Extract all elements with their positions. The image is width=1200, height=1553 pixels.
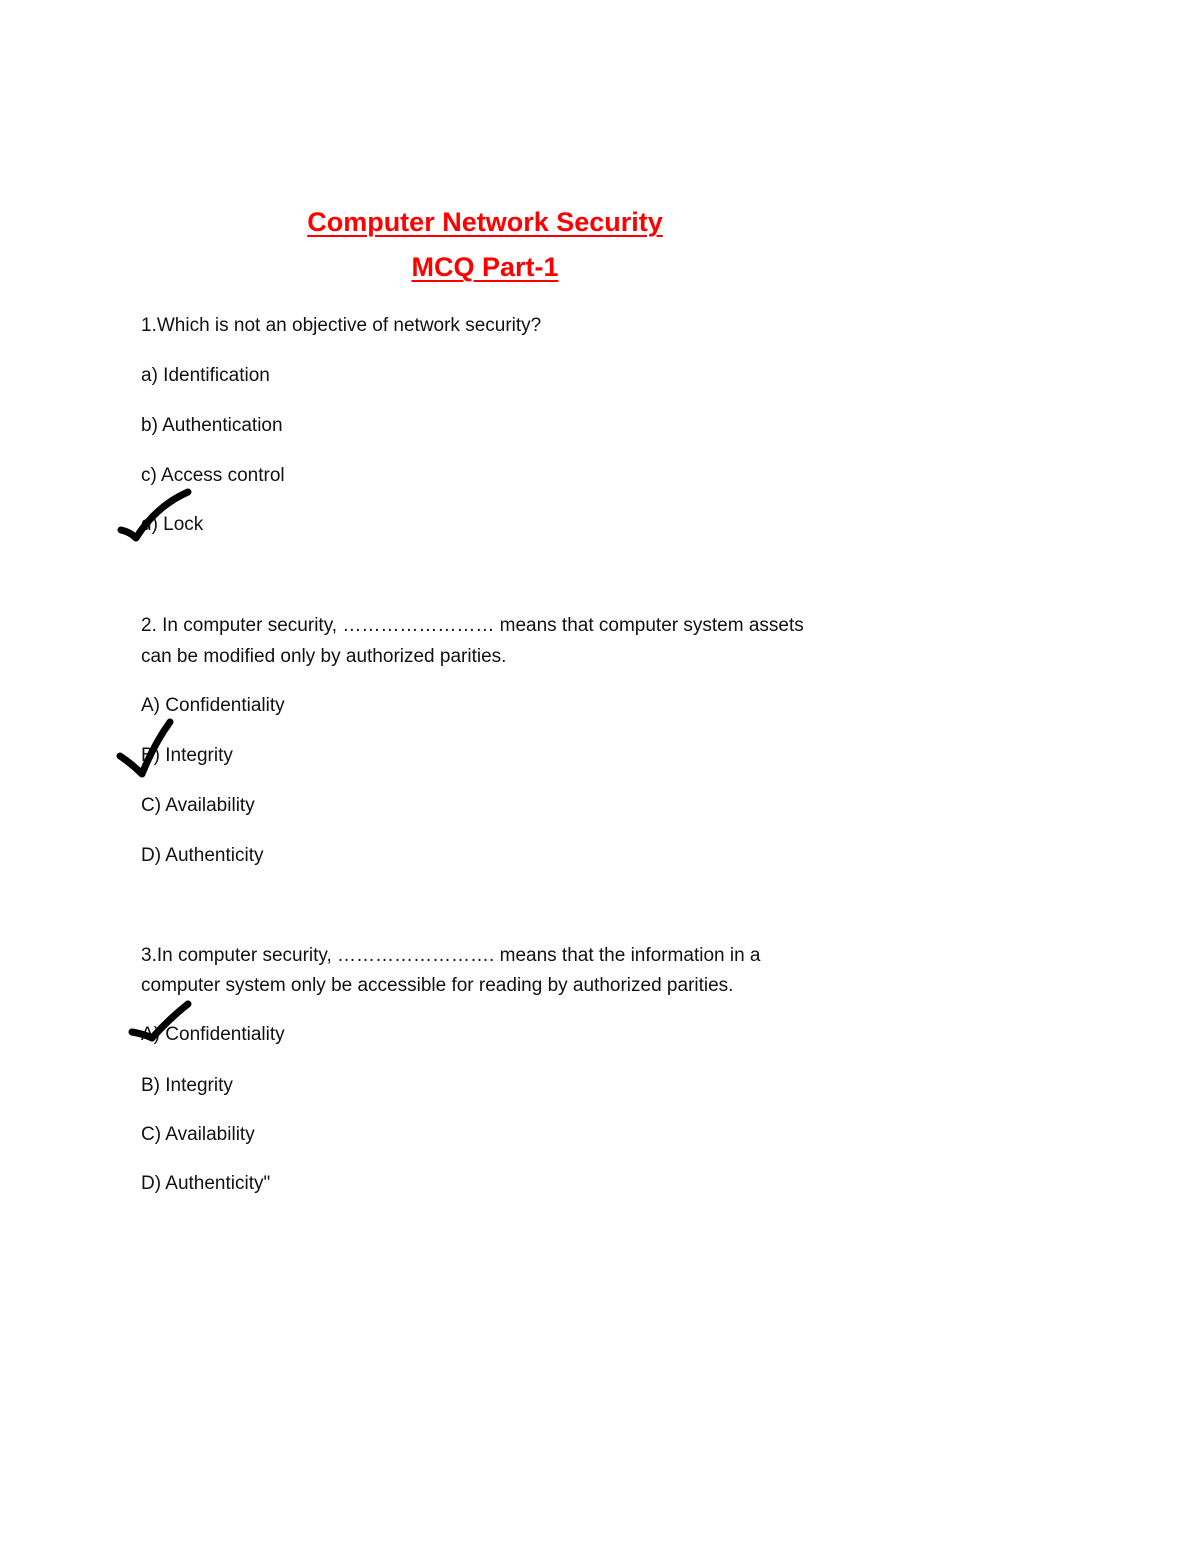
document-title: Computer Network Security — [307, 207, 663, 237]
question-2-text-line-2: can be modified only by authorized parities. — [141, 646, 507, 667]
question-1-option-d: d) Lock — [141, 514, 204, 535]
question-2-option-b: B) Integrity — [141, 745, 233, 766]
question-3-text-line-1: 3.In computer security, ……………………. means that the information in a — [141, 945, 761, 966]
question-2-option-a: A) Confidentiality — [141, 695, 285, 716]
checkmark-icon — [114, 718, 194, 778]
question-3-option-a: A) Confidentiality — [141, 1024, 285, 1045]
checkmark-icon — [116, 486, 196, 546]
question-1-option-a: a) Identification — [141, 365, 270, 386]
question-2-option-d: D) Authenticity — [141, 845, 264, 866]
question-1-option-b: b) Authentication — [141, 415, 283, 436]
question-3-option-c: C) Availability — [141, 1124, 255, 1145]
question-3-option-b: B) Integrity — [141, 1075, 233, 1096]
question-1-option-c: c) Access control — [141, 465, 285, 486]
document-subtitle: MCQ Part-1 — [411, 252, 559, 282]
question-3-option-d: D) Authenticity" — [141, 1173, 271, 1194]
question-1-text: 1.Which is not an objective of network security? — [141, 315, 542, 336]
checkmark-icon — [126, 998, 206, 1058]
question-3-text-line-2: computer system only be accessible for reading by authorized parities. — [141, 975, 734, 996]
question-2-option-c: C) Availability — [141, 795, 255, 816]
question-2-text-line-1: 2. In computer security, …………………… means that computer system assets — [141, 615, 804, 636]
